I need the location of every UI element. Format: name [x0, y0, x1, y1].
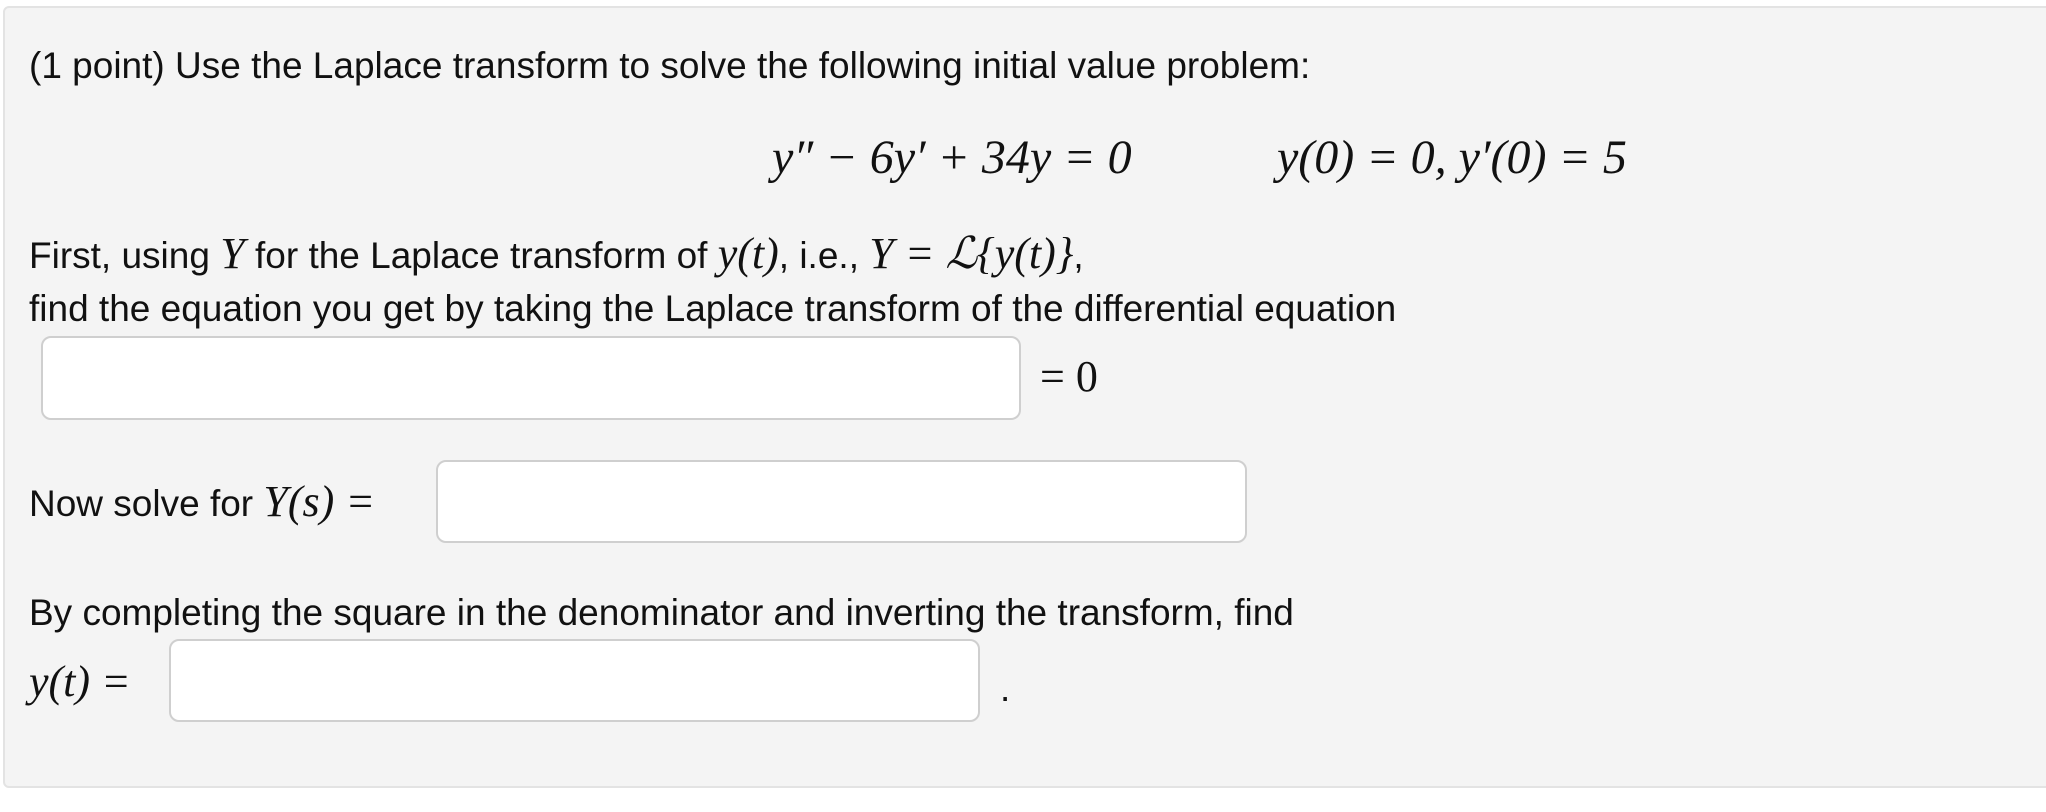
step1-line2: find the equation you get by taking the Laplace transform of the differential equation [29, 288, 1397, 329]
step2-text: Now solve for [29, 483, 264, 524]
initial-conditions: y(0) = 0, y′(0) = 5 [1277, 131, 1627, 184]
ode-equation: y″ − 6y′ + 34y = 0 [772, 131, 1132, 184]
problem-intro: (1 point) Use the Laplace transform to solve the following initial value problem: [29, 45, 1311, 86]
step1-text-a: First, using [29, 235, 221, 276]
laplace-definition: Y = ℒ{y(t)} [869, 229, 1074, 278]
step3-instruction: By completing the square in the denominator and inverting the transform, find [29, 592, 1294, 633]
yt-input[interactable] [169, 639, 980, 722]
step1-text-c: , i.e., [778, 235, 870, 276]
equals-zero-label: = 0 [1040, 352, 1098, 401]
final-period: . [1000, 668, 1011, 709]
Ys-input[interactable] [436, 460, 1247, 543]
step1-text-d: , [1073, 235, 1084, 276]
Ys-symbol: Y(s) = [263, 477, 376, 526]
yt-symbol: y(t) [717, 229, 779, 278]
transformed-equation-input[interactable] [41, 336, 1021, 420]
yt-label: y(t) = [29, 657, 131, 706]
step2-label [29, 477, 376, 526]
step1-line1 [29, 229, 1084, 278]
step1-text-b: for the Laplace transform of [244, 235, 718, 276]
Y-symbol: Y [220, 229, 245, 278]
